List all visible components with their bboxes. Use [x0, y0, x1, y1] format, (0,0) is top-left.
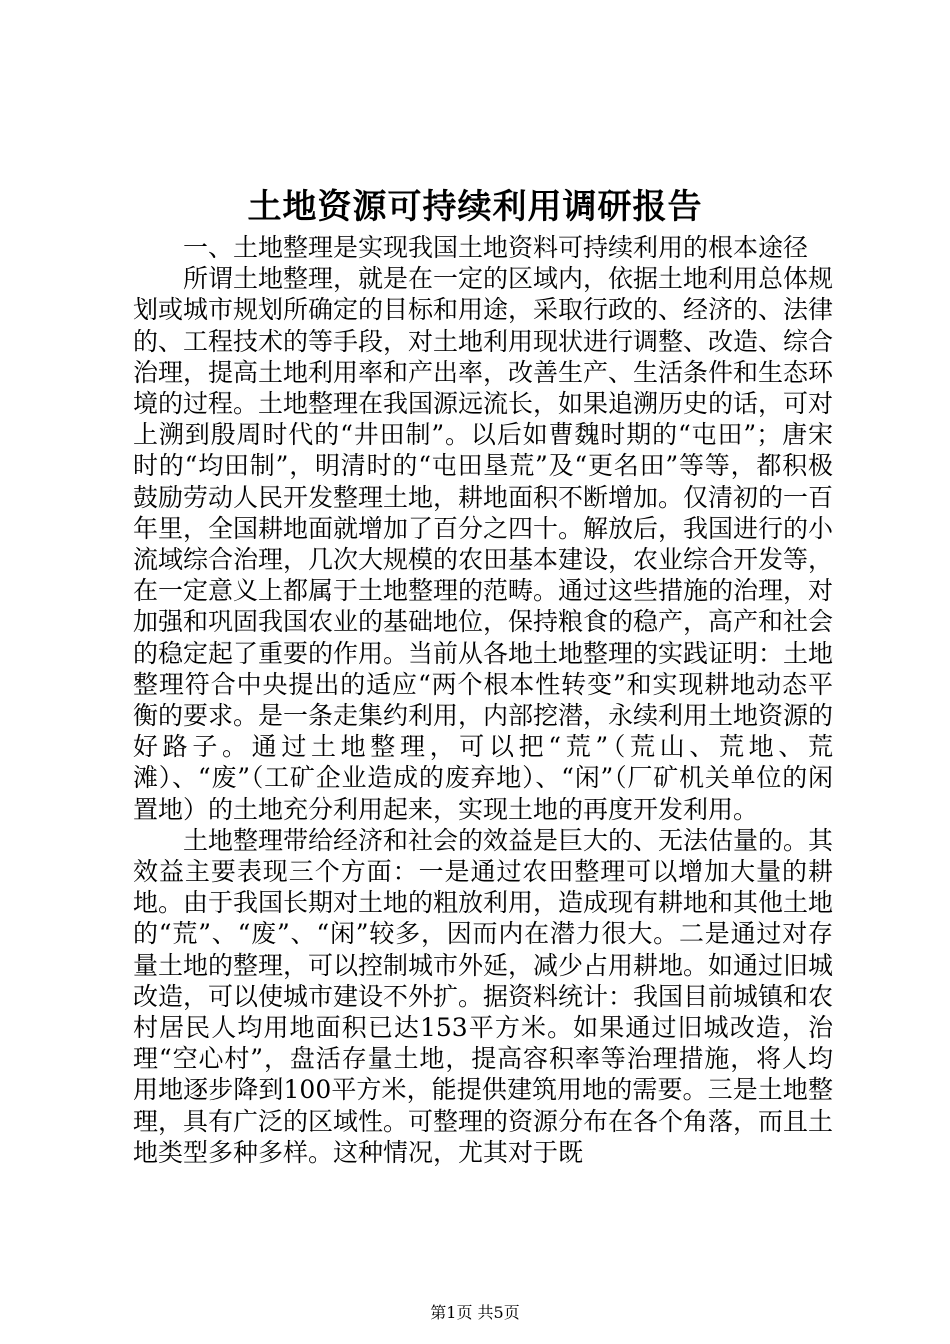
section-heading: 一、土地整理是实现我国土地资料可持续利用的根本途径 — [183, 233, 809, 262]
page-title: 土地资源可持续利用调研报告 — [247, 187, 703, 227]
body-paragraph: 土地整理带给经济和社会的效益是巨大的、无法估量的。其效益主要表现三个方面：一是通过农田整理可以增加大量的耕地。由于我国长期对土地的粗放利用，造成现有耕地和其他土地的“荒”、“废”、“闲”较多，因而内在潜力很大。二是通过对存量土地的整理，可以控制城市外延，减少占用耕地。如通过旧城改造，可以使城市建设不外扩。据资料统计：我国目前城镇和农村居民人均用地面积已达153平方米。如果通过旧城改造，治理“空心村”，盘活存量土地，提高容积率等治理措施，将人均用地逐步降到100平方米，能提供建筑用地的需要。三是土地整理，具有广泛的区域性。可整理的资源分布在各个角落，而且土地类型多种多样。这种情况，尤其对于既 — [133, 825, 834, 1167]
page-number-footer: 第1页 共5页 — [430, 1303, 520, 1322]
body-paragraph: 所谓土地整理，就是在一定的区域内，依据土地利用总体规划或城市规划所确定的目标和用途，采取行政的、经济的、法律的、工程技术的等手段，对土地利用现状进行调整、改造、综合治理，提高土地利用率和产出率，改善生产、生活条件和生态环境的过程。土地整理在我国源远流长，如果追溯历史的话，可对上溯到殷周时代的“井田制”。以后如曹魏时期的“屯田”；唐宋时的“均田制”，明清时的“屯田垦荒”及“更名田”等等，都积极鼓励劳动人民开发整理土地，耕地面积不断增加。仅清初的一百年里，全国耕地面就增加了百分之四十。解放后，我国进行的小流域综合治理，几次大规模的农田基本建设，农业综合开发等，在一定意义上都属于土地整理的范畴。通过这些措施的治理，对加强和巩固我国农业的基础地位，保持粮食的稳产，高产和社会的稳定起了重要的作用。当前从各地土地整理的实践证明：土地整理符合中央提出的适应“两个根本性转变”和实现耕地动态平衡的要求。是一条走集约利用，内部挖潜，永续利用土地资源的好路子。通过土地整理，可以把“荒”（荒山、荒地、荒滩）、“废”（工矿企业造成的废弃地）、“闲”（厂矿机关单位的闲置地）的土地充分利用起来，实现土地的再度开发利用。 — [133, 264, 834, 824]
document-body — [133, 232, 833, 1168]
